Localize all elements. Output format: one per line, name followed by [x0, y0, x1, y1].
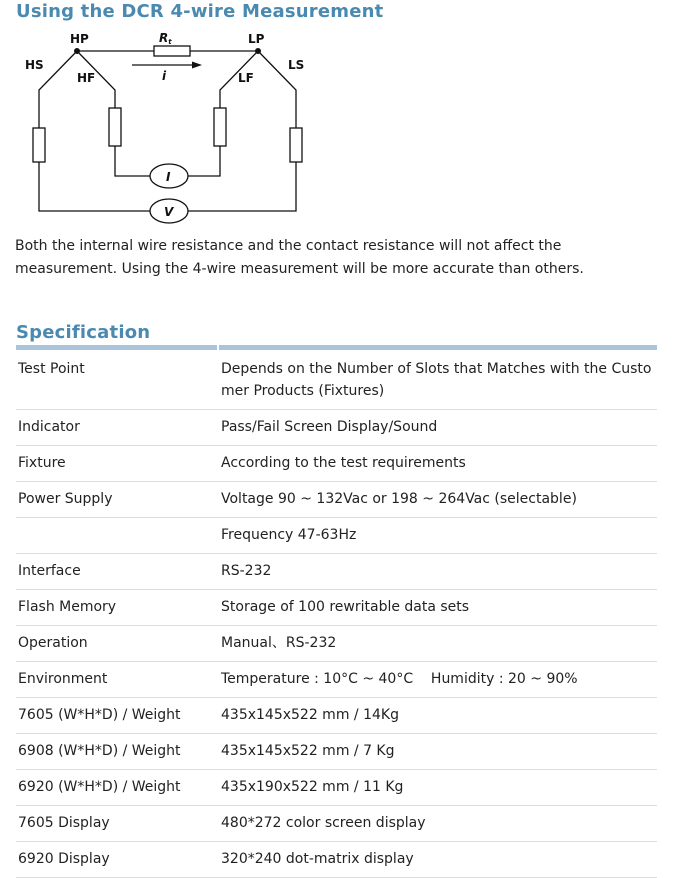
spec-label [16, 518, 218, 554]
node-lp [255, 48, 261, 54]
resistor-hf [109, 108, 121, 146]
label-current: i [162, 69, 167, 83]
section-title-specification: Specification [16, 322, 151, 343]
spec-value: 435x145x522 mm / 14Kg [218, 698, 657, 734]
label-ammeter: I [166, 170, 171, 184]
spec-label: Interface [16, 554, 218, 590]
spec-label: 7605 Display [16, 806, 218, 842]
spec-label: Operation [16, 626, 218, 662]
table-row [16, 734, 657, 770]
spec-value: Manual、RS-232 [218, 626, 657, 662]
spec-value: Pass/Fail Screen Display/Sound [218, 410, 657, 446]
label-lp: LP [248, 32, 265, 46]
spec-label: Fixture [16, 446, 218, 482]
table-row [16, 352, 657, 410]
spec-label: Environment [16, 662, 218, 698]
spec-label: 6920 Display [16, 842, 218, 878]
spec-value: 435x190x522 mm / 11 Kg [218, 770, 657, 806]
table-row [16, 662, 657, 698]
spec-header-bar-right [219, 345, 657, 350]
table-row [16, 482, 657, 518]
spec-value: Voltage 90 ~ 132Vac or 198 ~ 264Vac (selectable) [218, 482, 657, 518]
spec-label: Power Supply [16, 482, 218, 518]
table-row [16, 410, 657, 446]
label-hp: HP [70, 32, 89, 46]
spec-value: Depends on the Number of Slots that Matches with the Customer Products (Fixtures) [218, 352, 657, 410]
resistor-rt [154, 46, 190, 56]
table-row [16, 842, 657, 878]
table-row [16, 590, 657, 626]
spec-label: Flash Memory [16, 590, 218, 626]
table-row [16, 770, 657, 806]
table-row [16, 518, 657, 554]
spec-header-bar-left [16, 345, 217, 350]
spec-label: Indicator [16, 410, 218, 446]
spec-label: 6920 (W*H*D) / Weight [16, 770, 218, 806]
label-voltmeter: V [164, 205, 174, 219]
label-hf: HF [77, 71, 96, 85]
spec-label: Test Point [16, 352, 218, 410]
current-arrow-head [192, 62, 202, 69]
table-row [16, 698, 657, 734]
resistor-hs [33, 128, 45, 162]
table-row [16, 446, 657, 482]
description-paragraph: Both the internal wire resistance and the contact resistance will not affect the measurement. Using the 4-wire measurement will be more accurate than others. [15, 238, 584, 277]
spec-value: 480*272 color screen display [218, 806, 657, 842]
specification-table [16, 352, 657, 878]
spec-label: 7605 (W*H*D) / Weight [16, 698, 218, 734]
resistor-ls [290, 128, 302, 162]
label-hs: HS [25, 58, 44, 72]
spec-value: According to the test requirements [218, 446, 657, 482]
spec-label: 6908 (W*H*D) / Weight [16, 734, 218, 770]
section-title-dcr: Using the DCR 4-wire Measurement [16, 1, 384, 22]
dcr-4wire-diagram [20, 28, 320, 228]
table-row [16, 626, 657, 662]
node-hp [74, 48, 80, 54]
label-rt: Rt [159, 31, 172, 46]
label-ls: LS [288, 58, 305, 72]
resistor-lf [214, 108, 226, 146]
spec-value: 320*240 dot-matrix display [218, 842, 657, 878]
spec-value: Storage of 100 rewritable data sets [218, 590, 657, 626]
spec-value: Temperature : 10°C ~ 40°C Humidity : 20 ~ 90% [218, 662, 657, 698]
table-row [16, 806, 657, 842]
spec-value: RS-232 [218, 554, 657, 590]
table-row [16, 554, 657, 590]
spec-value: Frequency 47-63Hz [218, 518, 657, 554]
spec-value: 435x145x522 mm / 7 Kg [218, 734, 657, 770]
label-lf: LF [238, 71, 254, 85]
